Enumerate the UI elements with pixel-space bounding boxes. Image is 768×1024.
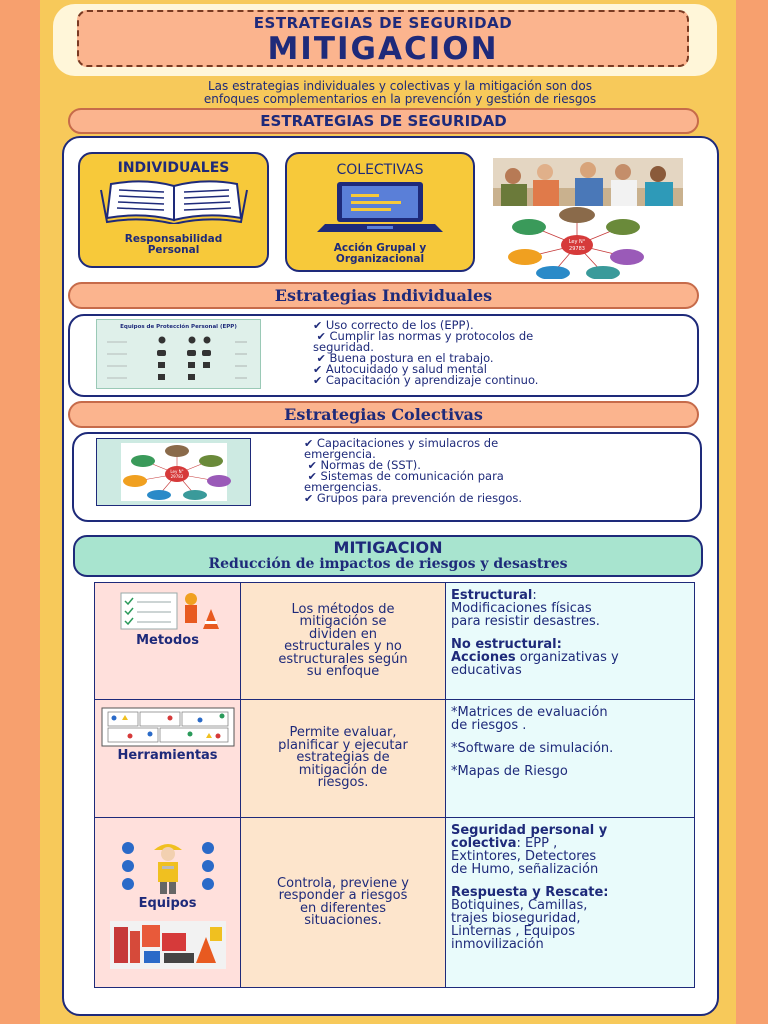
collective-center-line-2: 29783 bbox=[170, 474, 184, 479]
epp-icons bbox=[97, 330, 257, 385]
tools-label-cell bbox=[95, 700, 241, 818]
risk-map-icon bbox=[100, 706, 236, 748]
mitigation-table bbox=[94, 582, 695, 988]
table-row bbox=[95, 818, 695, 988]
page-title: MITIGACION bbox=[267, 31, 499, 67]
collective-card bbox=[285, 152, 475, 272]
collective-item: ✔ Capacitaciones y simulacros de bbox=[304, 436, 499, 450]
check-icon: ✔ bbox=[313, 319, 323, 332]
equipment-label: Equipos bbox=[138, 896, 197, 911]
mindmap-center-line-2: 29783 bbox=[569, 246, 585, 252]
tools-label: Herramientas bbox=[117, 748, 218, 763]
collective-item: emergencias. bbox=[304, 480, 382, 494]
individual-item: seguridad. bbox=[313, 340, 374, 354]
laptop-icon bbox=[315, 180, 445, 234]
check-icon: ✔ bbox=[307, 459, 317, 472]
collective-mindmap bbox=[97, 439, 250, 505]
check-icon: ✔ bbox=[313, 363, 323, 376]
collective-caption-1: Acción Grupal y bbox=[333, 242, 427, 254]
sst-mindmap-diagram bbox=[503, 205, 651, 279]
mitigation-subtitle: Reducción de impactos de riesgos y desastres bbox=[208, 556, 568, 572]
collective-center-line-1: Ley N° bbox=[170, 469, 184, 474]
individual-checklist bbox=[313, 320, 653, 386]
strategies-heading: ESTRATEGIAS DE SEGURIDAD bbox=[68, 108, 699, 134]
methods-detail-cell: Estructural: Modificaciones físicas para resistir desastres. No estructural: Acciones organizativas y educativas bbox=[446, 583, 695, 700]
header-banner bbox=[77, 10, 689, 67]
mindmap-center-line-1: Ley N° bbox=[568, 239, 586, 245]
collective-strategies-heading: Estrategias Colectivas bbox=[68, 401, 699, 428]
emergency-equipment-icon bbox=[110, 921, 226, 969]
safety-worker-icon bbox=[118, 838, 218, 896]
intro-line-1: Las estrategias individuales y colectivas y la mitigación son dos bbox=[208, 79, 592, 93]
header-subtitle: ESTRATEGIAS DE SEGURIDAD bbox=[253, 14, 513, 32]
tools-detail-cell: *Matrices de evaluación de riesgos . *Software de simulación. *Mapas de Riesgo bbox=[446, 700, 695, 818]
intro-line-2: enfoques complementarios en la prevención y gestión de riesgos bbox=[203, 92, 597, 106]
individual-card bbox=[78, 152, 269, 268]
collective-diagram-image bbox=[96, 438, 251, 506]
team-photo-image bbox=[493, 158, 683, 206]
epp-chart-image bbox=[96, 319, 261, 389]
individual-caption-1: Responsabilidad bbox=[124, 233, 223, 245]
mitigation-heading bbox=[73, 535, 703, 577]
intro-text bbox=[90, 80, 710, 106]
collective-item: emergencia. bbox=[304, 447, 376, 461]
check-icon: ✔ bbox=[307, 470, 317, 483]
individual-item: ✔ Uso correcto de los (EPP). bbox=[313, 318, 474, 332]
collective-card-title: COLECTIVAS bbox=[336, 162, 424, 178]
check-icon: ✔ bbox=[313, 374, 323, 387]
tools-description-cell: Permite evaluar, planificar y ejecutar estrategias de mitigación de riesgos. bbox=[241, 700, 446, 818]
methods-description-cell: Los métodos de mitigación se dividen en estructurales y no estructurales según su enfoque bbox=[241, 583, 446, 700]
check-icon: ✔ bbox=[304, 492, 314, 505]
team-photo bbox=[493, 158, 683, 206]
collective-item: ✔ Normas de (SST). bbox=[307, 458, 421, 472]
check-icon: ✔ bbox=[316, 330, 326, 343]
individual-card-title: INDIVIDUALES bbox=[117, 160, 230, 176]
equipment-description-cell: Controla, previene y responder a riesgos en diferentes situaciones. bbox=[241, 818, 446, 988]
mitigation-title: MITIGACION bbox=[333, 538, 443, 557]
check-icon: ✔ bbox=[304, 437, 314, 450]
collective-item: ✔ Sistemas de comunicación para bbox=[307, 469, 504, 483]
open-book-icon bbox=[99, 178, 249, 224]
equipment-detail-cell: Seguridad personal y colectiva: EPP , Extintores, Detectores de Humo, señalización Respuesta y Rescate: Botiquines, Camillas, trajes bioseguridad, Linternas , Equipos inmovilización bbox=[446, 818, 695, 988]
individual-item: ✔ Capacitación y aprendizaje continuo. bbox=[313, 373, 539, 387]
check-icon: ✔ bbox=[316, 352, 326, 365]
individual-item: ✔ Cumplir las normas y protocolos de bbox=[316, 329, 534, 343]
collective-checklist bbox=[304, 438, 634, 504]
equipment-label-cell bbox=[95, 818, 241, 988]
collective-caption-2: Organizacional bbox=[335, 253, 425, 265]
individual-strategies-heading: Estrategias Individuales bbox=[68, 282, 699, 309]
individual-caption-2: Personal bbox=[147, 244, 200, 256]
table-row bbox=[95, 700, 695, 818]
collective-item: ✔ Grupos para prevención de riesgos. bbox=[304, 491, 523, 505]
individual-item: ✔ Buena postura en el trabajo. bbox=[316, 351, 494, 365]
methods-label-cell bbox=[95, 583, 241, 700]
table-row bbox=[95, 583, 695, 700]
clipboard-checklist-icon bbox=[113, 587, 223, 633]
methods-label: Metodos bbox=[136, 633, 199, 648]
epp-chart-title: Equipos de Protección Personal (EPP) bbox=[120, 324, 237, 330]
individual-item: ✔ Autocuidado y salud mental bbox=[313, 362, 487, 376]
